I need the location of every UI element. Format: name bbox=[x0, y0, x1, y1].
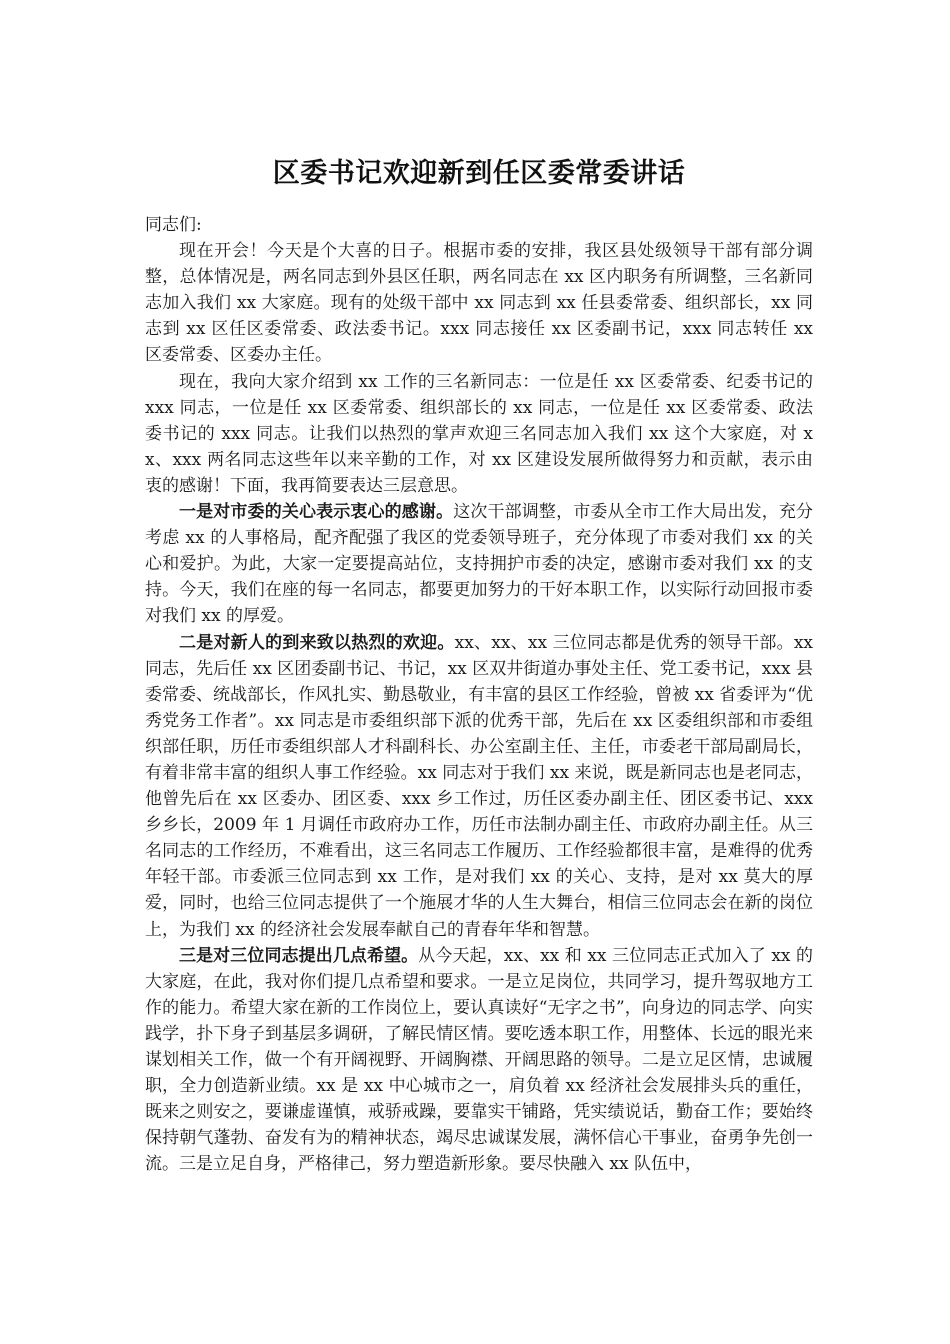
paragraph-lead: 一是对市委的关心表示衷心的感谢。 bbox=[179, 502, 454, 523]
paragraph-introduction bbox=[145, 369, 813, 499]
paragraph-text: 现在开会！今天是个大喜的日子。根据市委的安排，我区县处级领导干部有部分调整，总体情况是，两名同志到外县区任职，两名同志在 xx 区内职务有所调整，三名新同志加入我们 xx 大家庭。现有的处级干部中 xx 同志到 xx 任县委常委、组织部长，xx 同志到 xx 区任区委常委、政法委书记。xxx 同志接任 xx 区委副书记，xxx 同志转任 xx 区委常委、区委办主任。 bbox=[145, 241, 813, 366]
paragraph-point-two bbox=[145, 630, 813, 943]
paragraph-text: 现在，我向大家介绍到 xx 工作的三名新同志：一位是任 xx 区委常委、纪委书记的 xxx 同志，一位是任 xx 区委常委、组织部长的 xx 同志，一位是任 xx 区委常委、政法委书记的 xxx 同志。让我们以热烈的掌声欢迎三名同志加入我们 xx 这个大家庭，对 xx、xxx 两名同志这些年以来辛勤的工作，对 xx 区建设发展所做得努力和贡献，表示由衷的感谢！下面，我再简要表达三层意思。 bbox=[145, 371, 813, 496]
document-body bbox=[145, 150, 813, 1177]
paragraph-opening bbox=[145, 238, 813, 368]
document-title: 区委书记欢迎新到任区委常委讲话 bbox=[272, 158, 686, 189]
paragraph-point-one bbox=[145, 499, 813, 629]
paragraph-lead: 三是对三位同志提出几点希望。 bbox=[179, 945, 419, 966]
paragraph-lead: 二是对新人的到来致以热烈的欢迎。 bbox=[179, 632, 455, 653]
paragraph-point-three bbox=[145, 943, 813, 1178]
paragraph-text: 这次干部调整，市委从全市工作大局出发，充分考虑 xx 的人事格局，配齐配强了我区的党委领导班子，充分体现了市委对我们 xx 的关心和爱护。为此，大家一定要提高站位，支持拥护市委的决定，感谢市委对我们 xx 的支持。今天，我们在座的每一名同志，都要更加努力的干好本职工作，以实际行动回报市委对我们 xx 的厚爱。 bbox=[145, 502, 814, 627]
salutation: 同志们: bbox=[145, 215, 202, 235]
paragraph-text: xx、xx、xx 三位同志都是优秀的领导干部。xx 同志，先后任 xx 区团委副书记、书记，xx 区双井街道办事处主任、党工委书记，xxx 县委常委、统战部长，作风扎实、勤恳敬业，有丰富的县区工作经验，曾被 xx 省委评为“优秀党务工作者”。xx 同志是市委组织部下派的优秀干部，先后在 xx 区委组织部和市委组织部任职，历任市委组织部人才科副科长、办公室副主任、主任，市委老干部局副局长，有着非常丰富的组织人事工作经验。xx 同志对于我们 xx 来说，既是新同志也是老同志，他曾先后在 xx 区委办、团区委、xxx 乡工作过，历任区委办副主任、团区委书记、xxx 乡乡长，2009 年 1 月调任市政府办工作，历任市法制办副主任、市政府办副主任。从三名同志的工作经历，不难看出，这三名同志工作履历、工作经验都很丰富，是难得的优秀年轻干部。市委派三位同志到 xx 工作，是对我们 xx 的关心、支持，是对 xx 莫大的厚爱，同时，也给三位同志提供了一个施展才华的人生大舞台，相信三位同志会在新的岗位上，为我们 xx 的经济社会发展奉献自己的青春年华和智慧。 bbox=[145, 632, 813, 940]
paragraph-text: 从今天起，xx、xx 和 xx 三位同志正式加入了 xx 的大家庭，在此，我对你们提几点希望和要求。一是立足岗位，共同学习，提升驾驭地方工作的能力。希望大家在新的工作岗位上，要认真读好“无字之书”，向身边的同志学、向实践学，扑下身子到基层多调研，了解民情区情。要吃透本职工作，用整体、长远的眼光来谋划相关工作，做一个有开阔视野、开阔胸襟、开阔思路的领导。二是立足区情，忠诚履职，全力创造新业绩。xx 是 xx 中心城市之一，肩负着 xx 经济社会发展排头兵的重任，既来之则安之，要谦虚谨慎，戒骄戒躁，要靠实干铺路，凭实绩说话，勤奋工作；要始终保持朝气蓬勃、奋发有为的精神状态，竭尽忠诚谋发展，满怀信心干事业，奋勇争先创一流。三是立足自身，严格律己，努力塑造新形象。要尽快融入 xx 队伍中， bbox=[145, 945, 814, 1175]
